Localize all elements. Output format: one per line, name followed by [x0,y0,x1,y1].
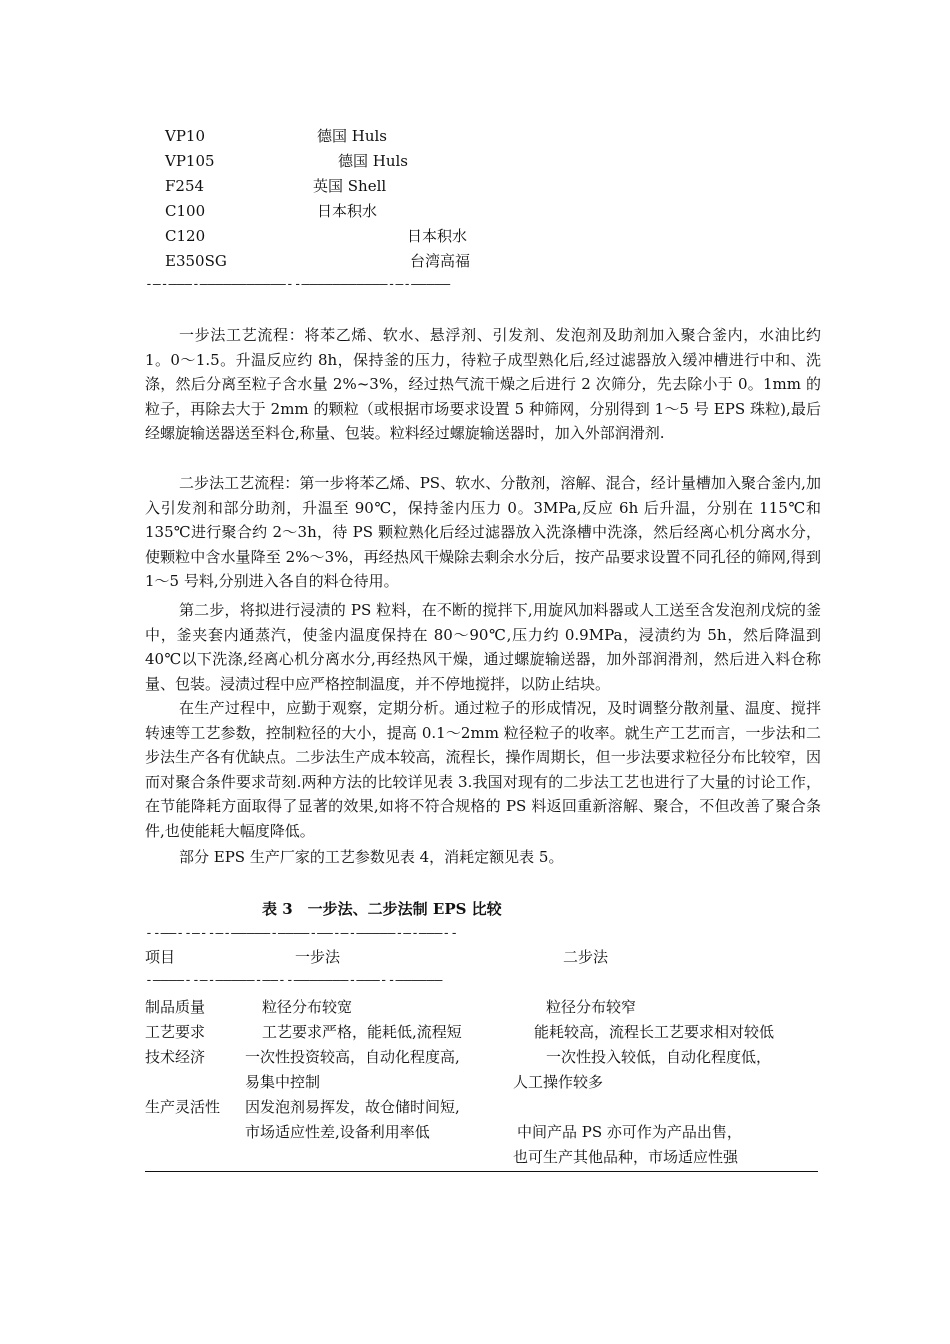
table-cell-two-step: 能耗较高，流程长工艺要求相对较低 [534,1023,775,1041]
product-origin: 日本积水 [317,202,378,220]
paragraph-two-step-process: 二步法工艺流程：第一步将苯乙烯、PS、软水、分散剂，溶解、混合，经计量槽加入聚合釜内,加入引发剂和部分助剂，升温至 90℃，保持釜内压力 0。3MPa,反应 6h 后升温，分别在 115℃和 135℃进行聚合约 2～3h，待 PS 颗粒熟化后经过滤器放入洗涤槽中洗涤，然后经离心机分离水分，使颗粒中含水量降至 2%～3%，再经热风干燥除去剩余水分后，按产品要求设置不同孔径的筛网,得到 1～5 号料,分别进入各自的料仓待用。 [145,474,821,591]
table-cell-item: 制品质量 [145,998,206,1016]
paragraph-table-reference: 部分 EPS 生产厂家的工艺参数见表 4，消耗定额见表 5。 [179,848,564,866]
product-origin: 英国 Shell [313,177,387,195]
paragraph-production-control: 在生产过程中，应勤于观察，定期分析。通过粒子的形成情况，及时调整分散剂量、温度、搅拌转速等工艺参数，控制粒径的大小，提高 0.1～2mm 粒径粒子的收率。就生产工艺而言，一步法和二步法生产各有优缺点。二步法生产成本较高，流程长，操作周期长，但一步法要求粒径分布比较窄，因而对聚合条件要求苛刻.两种方法的比较详见表 3.我国对现有的二步法工艺也进行了大量的讨论工作，在节能降耗方面取得了显著的效果,如将不符合规格的 PS 料返回重新溶解、聚合，不但改善了聚合条件,也使能耗大幅度降低。 [145,699,821,840]
product-code: VP105 [165,152,215,170]
product-row [0,175,950,197]
table-cell-item: 生产灵活性 [145,1098,221,1116]
table-header-two-step: 二步法 [563,948,609,966]
table-header-separator: -————--—-—————-——--———————-———--—————— [145,974,443,988]
product-code: F254 [165,177,205,195]
table-cell-two-step: 一次性投入较低，自动化程度低， [546,1048,772,1066]
table-cell-two-step-cont: 人工操作较多 [513,1073,604,1091]
table-cell-item: 工艺要求 [145,1023,206,1041]
table-cell-two-step-cont: 也可生产其他品种，市场适应性强 [513,1148,739,1166]
product-code: C120 [165,227,206,245]
table-cell-two-step: 粒径分布较窄 [546,998,637,1016]
table-cell-one-step-cont: 易集中控制 [245,1073,321,1091]
table-cell-one-step: 一次性投资较高，自动化程度高, [245,1048,460,1066]
product-row [0,200,950,222]
paragraph-second-step: 第二步，将拟进行浸渍的 PS 粒料，在不断的搅拌下,用旋风加料器或人工送至含发泡剂戊烷的釜中，釜夹套内通蒸汽，使釜内温度保持在 80～90℃,压力约 0.9MPa，浸渍约为 5h，然后降温到 40℃以下洗涤,经离心机分离水分,再经热风干燥，通过螺旋输送器，加外部润滑剂，然后进入料仓称量、包装。浸渍过程中应严格控制温度，并不停地搅拌，以防止结块。 [145,601,821,693]
product-origin: 日本积水 [407,227,468,245]
product-origin: 德国 Huls [317,127,388,145]
product-origin: 德国 Huls [338,152,409,170]
table-header-one-step: 一步法 [295,948,341,966]
dashed-separator: -—-———-———————————--———————————-—-————— [145,278,451,292]
table-header-item: 项目 [145,948,176,966]
table-cell-one-step: 粒径分布较宽 [262,998,353,1016]
product-code: E350SG [165,252,227,270]
product-code: VP10 [165,127,206,145]
table-cell-two-step: 中间产品 PS 亦可作为产品出售， [517,1123,742,1141]
product-row [0,250,950,272]
product-origin: 台湾高福 [410,252,471,270]
table-top-separator: --——--—--—-—————-————-——-—-—————-—-———-- [145,927,459,941]
table-cell-one-step: 工艺要求严格，能耗低,流程短 [262,1023,462,1041]
table-cell-one-step-cont: 市场适应性差,设备利用率低 [245,1123,430,1141]
table-caption: 表 3 一步法、二步法制 EPS 比较 [262,900,502,918]
table-bottom-rule [145,1171,818,1172]
table-cell-one-step: 因发泡剂易挥发，故仓储时间短, [245,1098,460,1116]
product-row [0,125,950,147]
paragraph-one-step-process: 一步法工艺流程：将苯乙烯、软水、悬浮剂、引发剂、发泡剂及助剂加入聚合釜内，水油比约 1。0～1.5。升温反应约 8h，保持釜的压力，待粒子成型熟化后,经过滤器放入缓冲槽进行中和、洗涤，然后分离至粒子含水量 2%~3%，经过热气流干燥之后进行 2 次筛分，先去除小于 0。1mm 的粒子，再除去大于 2mm 的颗粒（或根据市场要求设置 5 种筛网，分别得到 1～5 号 EPS 珠粒),最后经螺旋输送器送至料仓,称量、包装。粒料经过螺旋输送器时，加入外部润滑剂. [145,326,821,443]
product-row [0,150,950,172]
product-code: C100 [165,202,206,220]
table-cell-item: 技术经济 [145,1048,206,1066]
product-row [0,225,950,247]
